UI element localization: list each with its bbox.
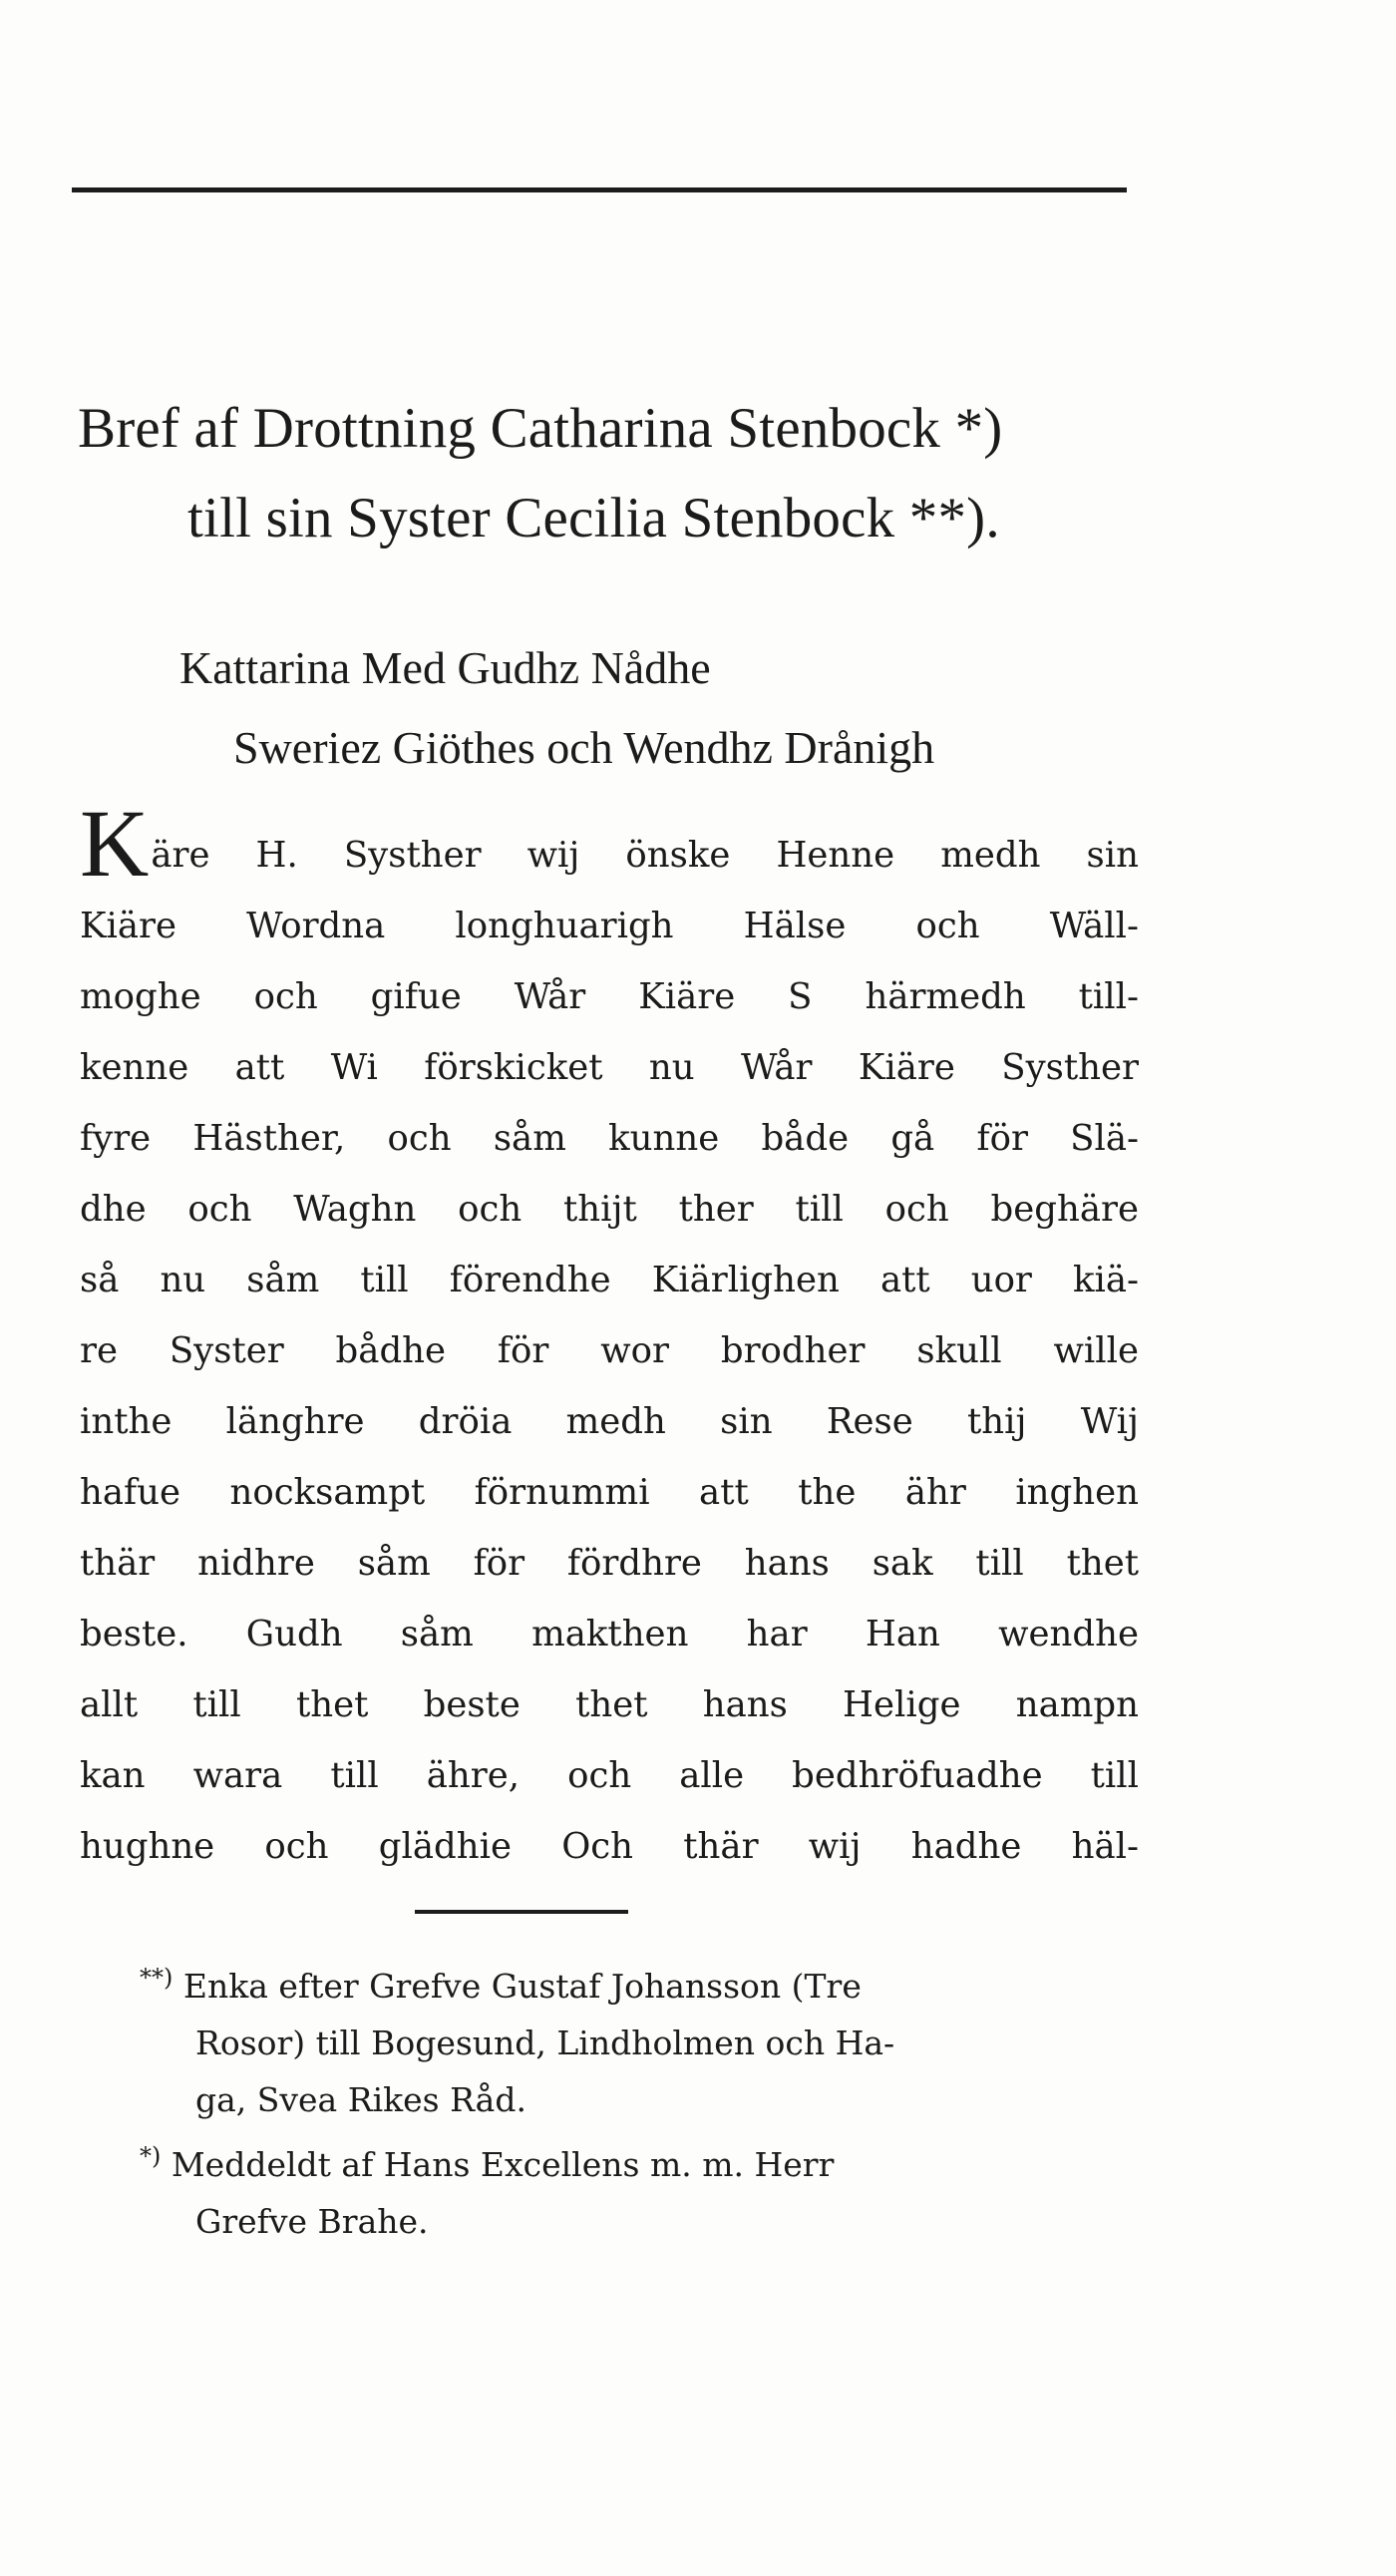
footnote bbox=[140, 1950, 1137, 2128]
body-line: allt till thet beste thet hans Helige nampn bbox=[80, 1684, 1139, 1725]
footnote-rule bbox=[415, 1910, 628, 1914]
footnote-line: Rosor) till Bogesund, Lindholmen och Ha- bbox=[195, 2024, 895, 2062]
footnote-line: Meddeldt af Hans Excellens m. m. Herr bbox=[171, 2145, 835, 2184]
title-line-1: Bref af Drottning Catharina Stenbock *) bbox=[78, 397, 1003, 460]
footnotes bbox=[140, 1950, 1137, 2250]
footnote bbox=[140, 2128, 1137, 2250]
footnote-line: Enka efter Grefve Gustaf Johansson (Tre bbox=[182, 1967, 862, 2006]
footnote-line: ga, Svea Rikes Råd. bbox=[195, 2080, 526, 2119]
body-line: thär nidhre såm för fördhre hans sak till thet bbox=[80, 1543, 1139, 1584]
body-line: beste. Gudh såm makthen har Han wendhe bbox=[80, 1614, 1139, 1655]
letter-body bbox=[80, 790, 1139, 1882]
salutation-line-1: Kattarina Med Gudhz Nådhe bbox=[179, 642, 711, 693]
body-line: fyre Hästher, och såm kunne både gå för Slä- bbox=[80, 1118, 1139, 1159]
salutation bbox=[179, 628, 934, 788]
footnote-mark: **) bbox=[140, 1964, 174, 1992]
body-line: Kiäre Wordna longhuarigh Hälse och Wäll- bbox=[80, 906, 1139, 946]
title-line-2: till sin Syster Cecilia Stenbock **). bbox=[187, 487, 1000, 550]
letter-title bbox=[78, 384, 1155, 563]
body-line: re Syster bådhe för wor brodher skull wille bbox=[80, 1330, 1139, 1371]
body-line: äre H. Systher wij önske Henne medh sin bbox=[151, 835, 1139, 876]
footnote-mark: *) bbox=[140, 2142, 162, 2170]
body-line: moghe och gifue Wår Kiäre S härmedh till- bbox=[80, 976, 1139, 1017]
body-line: så nu såm till förendhe Kiärlighen att uor kiä- bbox=[80, 1260, 1139, 1300]
body-line: hughne och glädhie Och thär wij hadhe häl- bbox=[80, 1826, 1139, 1867]
footnote-line: Grefve Brahe. bbox=[195, 2202, 429, 2241]
salutation-line-2: Sweriez Giöthes och Wendhz Drånigh bbox=[233, 722, 935, 773]
body-line: kan wara till ähre, och alle bedhröfuadhe till bbox=[80, 1755, 1139, 1796]
drop-cap: K bbox=[80, 790, 150, 897]
body-line: kenne att Wi förskicket nu Wår Kiäre Systher bbox=[80, 1047, 1139, 1088]
header-rule bbox=[72, 187, 1127, 192]
body-line: dhe och Waghn och thijt ther till och beghäre bbox=[80, 1189, 1139, 1230]
body-line: inthe länghre dröia medh sin Rese thij Wij bbox=[80, 1401, 1139, 1442]
body-line: hafue nocksampt förnummi att the ähr inghen bbox=[80, 1472, 1139, 1513]
